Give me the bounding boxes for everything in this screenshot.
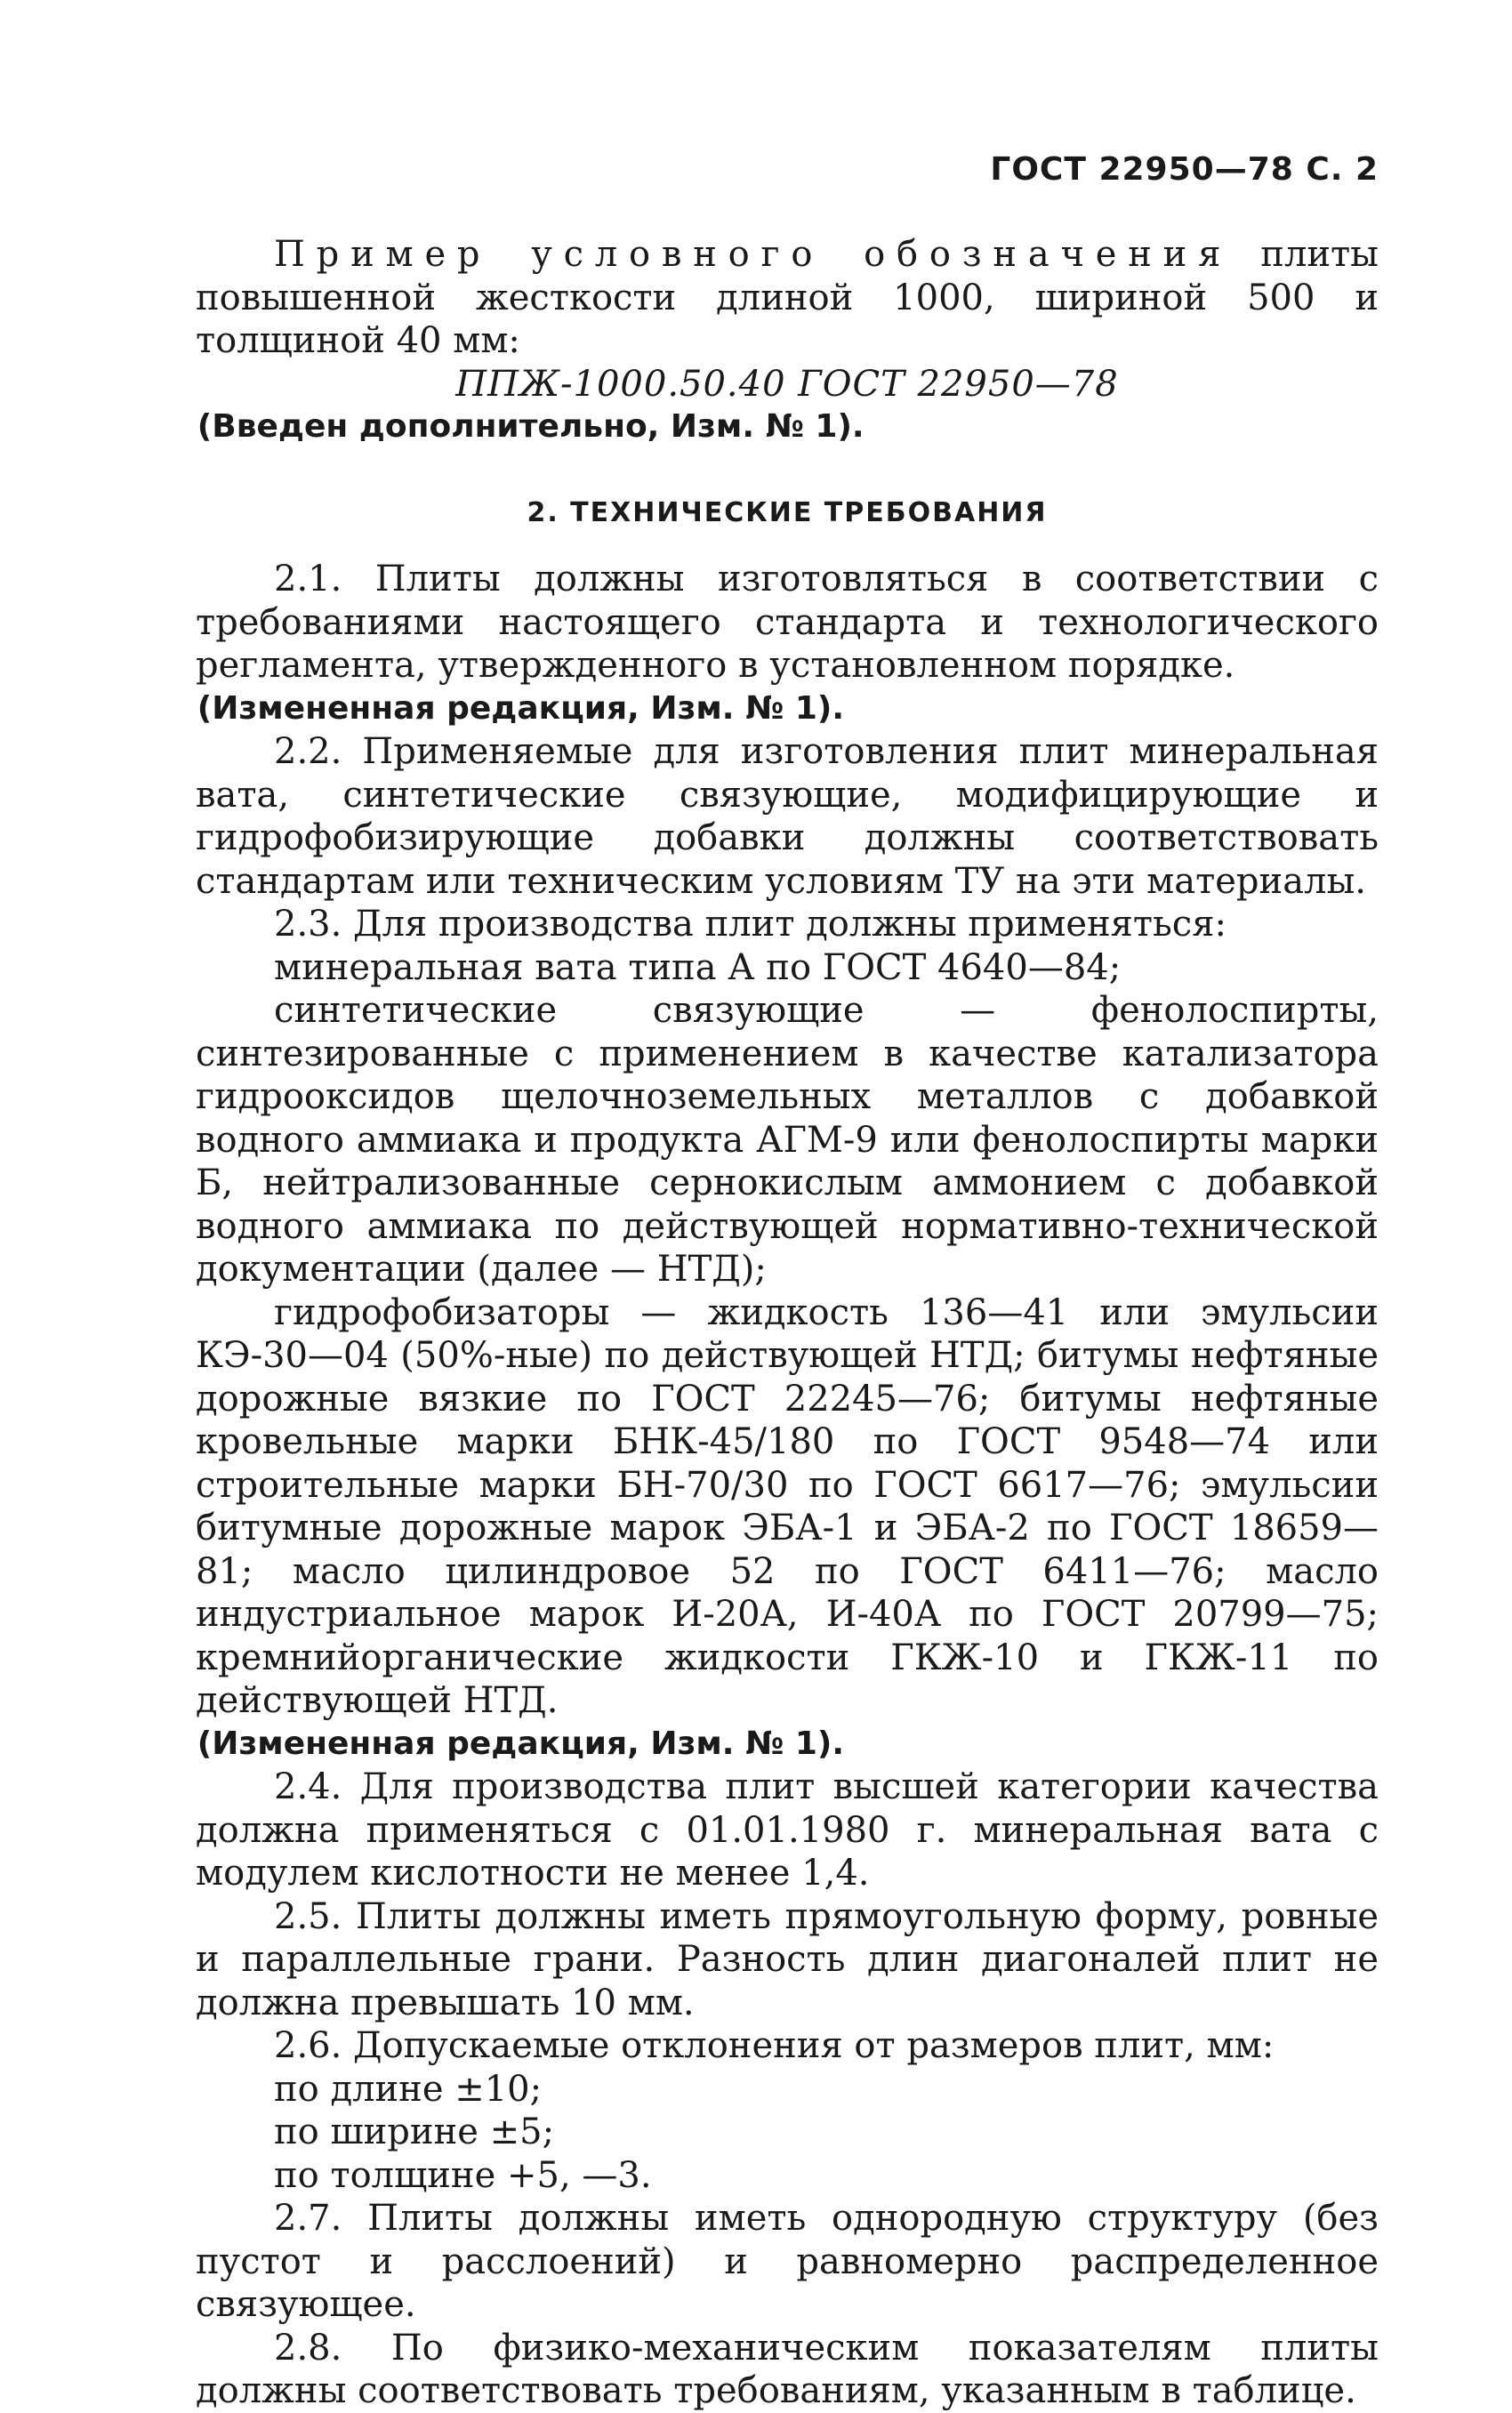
example-paragraph — [196, 233, 1379, 363]
tolerance-length: по длине ±10; — [274, 2068, 543, 2110]
clause-2-4: 2.4. Для производства плит высшей категории качества должна применяться с 01.01.1980 г. минеральная вата с модулем кислотности не менее 1,4. — [196, 1766, 1379, 1894]
page-header: ГОСТ 22950—78 С. 2 — [990, 151, 1379, 188]
designation-example: ППЖ-1000.50.40 ГОСТ 22950—78 — [455, 363, 1119, 405]
clause-2-3-binders: синтетические связующие — фенолоспирты, синтезированные с применением в качестве катализатора гидрооксидов щелочноземельных металлов с добавкой водного аммиака и продукта АГМ-9 или фенолоспирты марки Б, нейтрализованные сернокислым аммонием с добавкой водного аммиака по действующей нормативно-технической документации (далее — НТД); — [196, 990, 1379, 1290]
clause-2-3: 2.3. Для производства плит должны применяться: — [274, 904, 1226, 945]
amendment-note-2-3: (Измененная редакция, Изм. № 1). — [197, 1725, 845, 1762]
clause-2-3-mineral-wool: минеральная вата типа А по ГОСТ 4640—84; — [274, 946, 1122, 988]
clause-2-2: 2.2. Применяемые для изготовления плит минеральная вата, синтетические связующие, модифицирующие и гидрофобизирующие добавки должны соответствовать стандартам или техническим условиям ТУ на эти материалы. — [196, 731, 1379, 902]
clause-2-5: 2.5. Плиты должны иметь прямоугольную форму, ровные и параллельные грани. Разность длин диагоналей плит не должна превышать 10 мм. — [196, 1895, 1379, 2023]
clause-2-6: 2.6. Допускаемые отклонения от размеров плит, мм: — [274, 2025, 1275, 2066]
amendment-note-intro: (Введен дополнительно, Изм. № 1). — [197, 408, 865, 445]
amendment-note-2-1: (Измененная редакция, Изм. № 1). — [197, 689, 845, 727]
section-title: 2. ТЕХНИЧЕСКИЕ ТРЕБОВАНИЯ — [527, 496, 1048, 528]
example-lead: Пример условного обозначения — [274, 234, 1233, 275]
tolerance-width: по ширине ±5; — [274, 2111, 555, 2152]
document-body — [196, 233, 1379, 2413]
clause-2-3-hydrophobizers: гидрофобизаторы — жидкость 136—41 или эмульсии КЭ-30—04 (50%-ные) по действующей НТД; битумы нефтяные дорожные вязкие по ГОСТ 22245—76; битумы нефтяные кровельные марки БНК-45/180 по ГОСТ 9548—74 или строительные марки БН-70/30 по ГОСТ 6617—76; эмульсии битумные дорожные марок ЭБА-1 и ЭБА-2 по ГОСТ 18659—81; масло цилиндровое 52 по ГОСТ 6411—76; масло индустриальное марок И-20А, И-40А по ГОСТ 20799—75; кремнийорганические жидкости ГКЖ-10 и ГКЖ-11 по действующей НТД. — [196, 1291, 1379, 1721]
example-rest: плиты повышенной жесткости длиной 1000, шириной 500 и толщиной 40 мм: — [196, 234, 1379, 361]
clause-2-1: 2.1. Плиты должны изготовляться в соответствии с требованиями настоящего стандарта и технологического регламента, утвержденного в установленном порядке. — [196, 559, 1379, 686]
clause-2-8: 2.8. По физико-механическим показателям плиты должны соответствовать требованиям, указанным в таблице. — [196, 2327, 1379, 2411]
tolerance-thickness: по толщине +5, —3. — [274, 2154, 652, 2196]
clause-2-7: 2.7. Плиты должны иметь однородную структуру (без пустот и расслоений) и равномерно распределенное связующее. — [196, 2198, 1379, 2325]
